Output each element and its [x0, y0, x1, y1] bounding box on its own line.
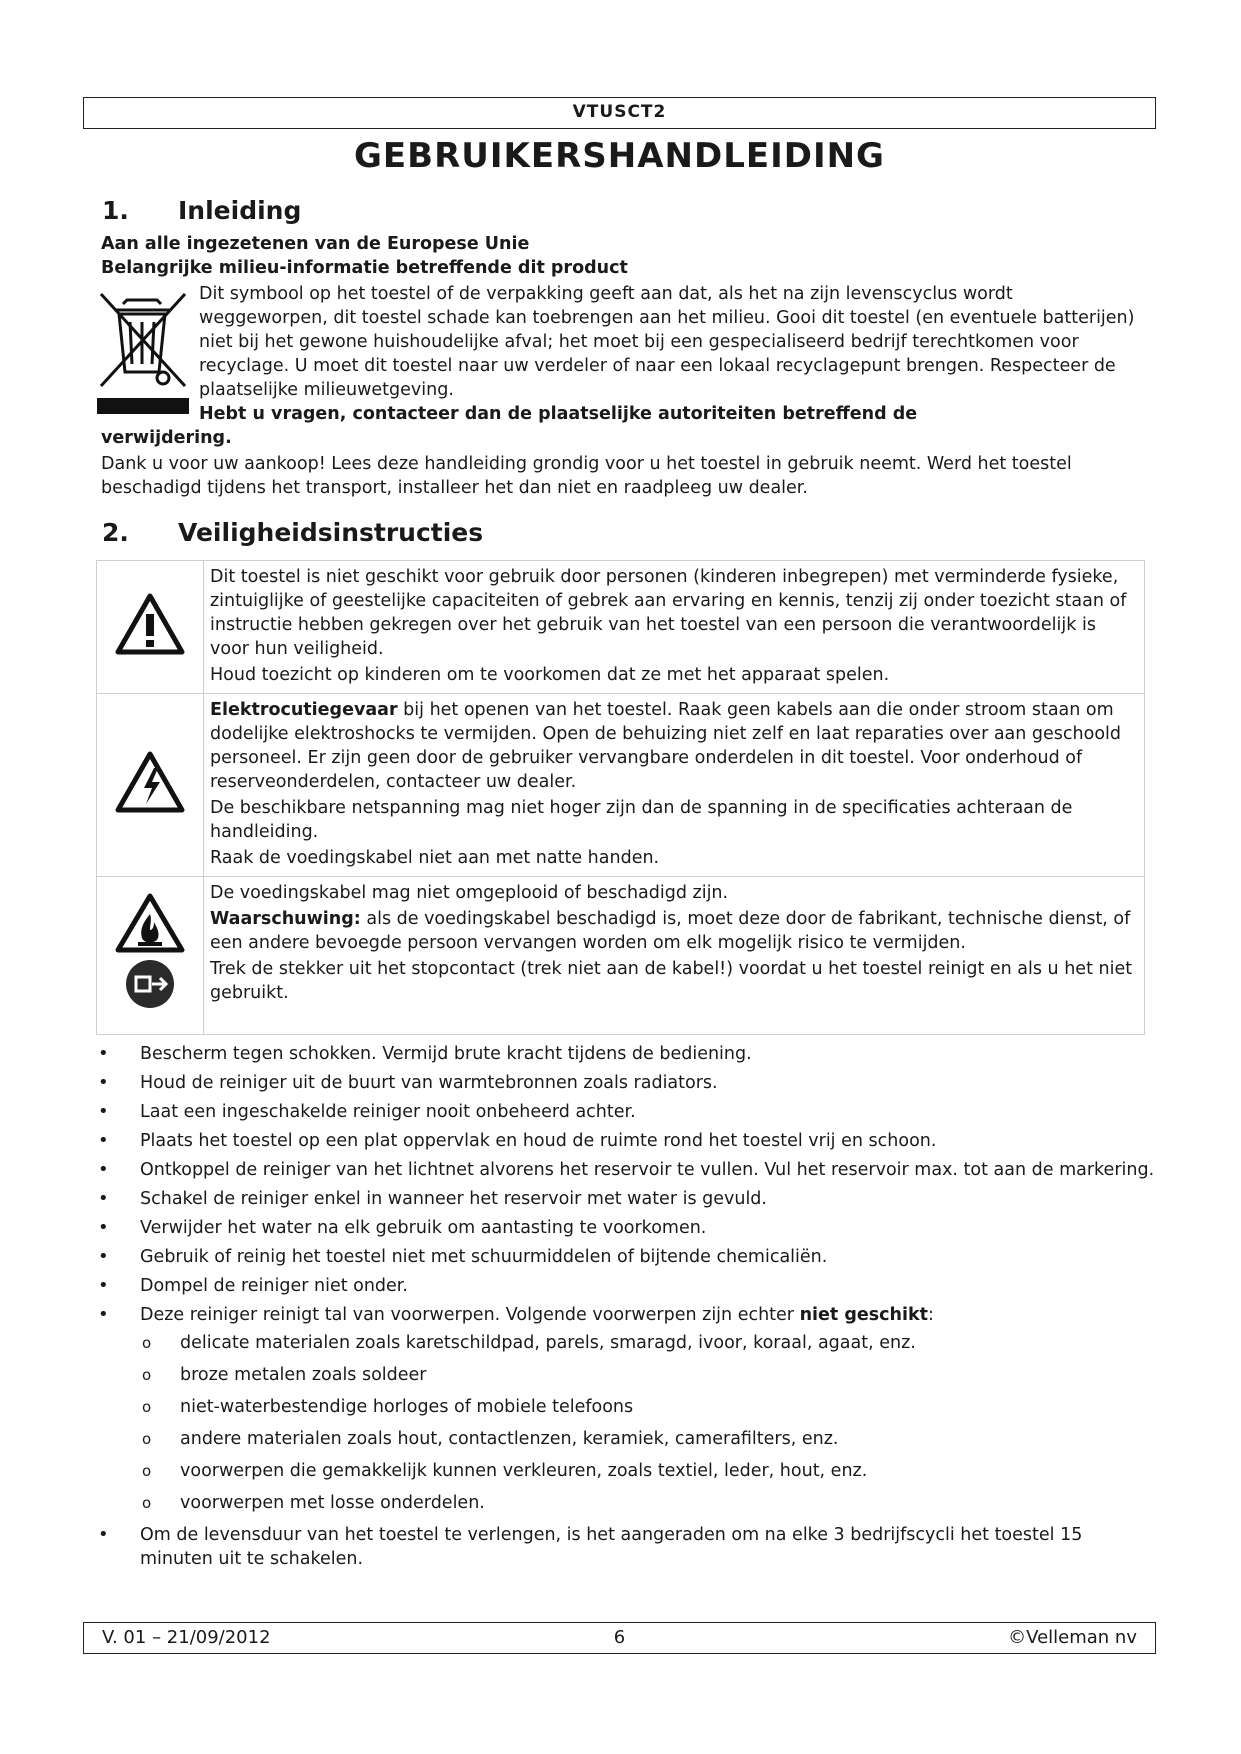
- unplug-paragraph: Trek de stekker uit het stopcontact (trek niet aan de kabel!) voordat u het toestel reinigt en als u het niet gebruikt.: [210, 959, 1133, 1003]
- thank-you-paragraph: Dank u voor uw aankoop! Lees deze handleiding grondig voor u het toestel in gebruik neemt. Werd het toestel beschadigd tijdens het transport, installeer het dan niet en raadpleeg uw dealer.: [101, 454, 1072, 498]
- unsuitable-intro: Deze reiniger reinigt tal van voorwerpen. Volgende voorwerpen zijn echter: [140, 1305, 800, 1325]
- unsuitable-sub-list: [140, 1331, 1156, 1515]
- contact-authorities-line: Hebt u vragen, contacteer dan de plaatselijke autoriteiten betreffend de: [199, 404, 918, 424]
- supervision-paragraph: Dit toestel is niet geschikt voor gebruik door personen (kinderen inbegrepen) met verminderde fysieke, zintuiglijke of geestelijke capaciteiten of gebrek aan ervaring en kennis, tenzij zij onder toezicht staan of instructie hebben gekregen over het gebruik van het toestel van een persoon die verantwoordelijk is voor hun veiligheid.: [210, 567, 1127, 659]
- list-item: • Laat een ingeschakelde reiniger nooit onbeheerd achter.: [96, 1100, 1156, 1124]
- safety-row-general: [97, 561, 1145, 694]
- list-item: • Houd de reiniger uit de buurt van warmtebronnen zoals radiators.: [96, 1071, 1156, 1095]
- list-item: • Verwijder het water na elk gebruik om aantasting te voorkomen.: [96, 1216, 1156, 1240]
- list-item: • Bescherm tegen schokken. Vermijd brute kracht tijdens de bediening.: [96, 1042, 1156, 1066]
- list-item: • Gebruik of reinig het toestel niet met schuurmiddelen of bijtende chemicaliën.: [96, 1245, 1156, 1269]
- environment-info-line: Belangrijke milieu-informatie betreffende dit product: [101, 258, 628, 278]
- list-item: • Om de levensduur van het toestel te verlengen, is het aangeraden om na elke 3 bedrijfscycli het toestel 15 minuten uit te schakelen.: [96, 1523, 1156, 1571]
- voltage-paragraph: De beschikbare netspanning mag niet hoger zijn dan de spanning in de specificaties achteraan de handleiding.: [210, 798, 1073, 842]
- wet-hands-paragraph: Raak de voedingskabel niet aan met natte handen.: [210, 848, 660, 868]
- list-item: • Ontkoppel de reiniger van het lichtnet alvorens het reservoir te vullen. Vul het reservoir max. tot aan de markering.: [96, 1158, 1156, 1182]
- icon-cell: [97, 561, 204, 694]
- cable-text: [204, 877, 1145, 1035]
- weee-text: Dit symbool op het toestel of de verpakking geeft aan dat, als het na zijn levenscyclus wordt weggeworpen, dit toestel schade kan toebrengen aan het milieu. Gooi dit toestel (en eventuele batterijen) niet bij het gewone huishoudelijke afval; het moet bij een gespecialiseerd bedrijf terechtkomen voor recyclage. U moet dit toestel naar uw verdeler of naar een lokaal recyclagepunt brengen. Respecteer de plaatselijke milieuwetgeving.: [199, 284, 1135, 400]
- fire-and-unplug-icons: [114, 892, 186, 1012]
- section-2-title: Veiligheidsinstructies: [178, 518, 484, 547]
- electrocution-paragraph: [210, 698, 1138, 794]
- section-1-title: Inleiding: [178, 196, 302, 225]
- children-paragraph: Houd toezicht op kinderen om te voorkomen dat ze met het apparaat spelen.: [210, 665, 890, 685]
- section-1-heading: [102, 196, 301, 225]
- page-title: GEBRUIKERSHANDLEIDING: [354, 136, 885, 176]
- safety-bullet-list: [96, 1042, 1156, 1576]
- sub-list-item: o broze metalen zoals soldeer: [140, 1363, 1156, 1387]
- model-header: [83, 97, 1156, 129]
- unsuitable-label: niet geschikt: [799, 1305, 929, 1325]
- warning-label: Waarschuwing:: [210, 909, 361, 929]
- sub-list-item: o niet-waterbestendige horloges of mobiele telefoons: [140, 1395, 1156, 1419]
- section-2-heading: [102, 518, 483, 547]
- list-item: • Dompel de reiniger niet onder.: [96, 1274, 1156, 1298]
- sub-list-item: o voorwerpen die gemakkelijk kunnen verkleuren, zoals textiel, leder, hout, enz.: [140, 1459, 1156, 1483]
- weee-crossed-bin-icon: [97, 286, 189, 416]
- page-number: 6: [613, 1627, 626, 1648]
- sub-list-item: o andere materialen zoals hout, contactlenzen, keramiek, camerafilters, enz.: [140, 1427, 1156, 1451]
- safety-table: [96, 560, 1145, 1035]
- electrocution-body: bij het openen van het toestel. Raak geen kabels aan die onder stroom staan om dodelijke elektroshocks te vermijden. Open de behuizing niet zelf en laat reparaties over aan geschoold personeel. Er zijn geen door de gebruiker vervangbare onderdelen in dit toestel. Voor onderhoud of reserveonderdelen, contacteer uw dealer.: [210, 700, 1122, 792]
- version-date: V. 01 – 21/09/2012: [102, 1627, 271, 1648]
- section-1-number: 1.: [102, 196, 129, 225]
- safety-row-cable: [97, 877, 1145, 1035]
- warning-paragraph: [210, 907, 1138, 955]
- page-footer: [83, 1622, 1156, 1654]
- list-item: • Schakel de reiniger enkel in wanneer het reservoir met water is gevuld.: [96, 1187, 1156, 1211]
- warning-body: als de voedingskabel beschadigd is, moet deze door de fabrikant, technische dienst, of een andere bevoegde persoon vervangen worden om elk mogelijk risico te vermijden.: [210, 909, 1131, 953]
- eu-residents-line: Aan alle ingezetenen van de Europese Unie: [101, 234, 530, 254]
- electrocution-text: [204, 694, 1145, 877]
- general-safety-text: [204, 561, 1145, 694]
- warning-triangle-icon: [114, 592, 186, 656]
- sub-list-item: o voorwerpen met losse onderdelen.: [140, 1491, 1156, 1515]
- electrocution-label: Elektrocutiegevaar: [210, 700, 398, 720]
- unsuitable-colon: :: [928, 1305, 934, 1325]
- disposal-line: verwijdering.: [101, 428, 232, 448]
- section-2-number: 2.: [102, 518, 129, 547]
- safety-row-electrocution: [97, 694, 1145, 877]
- cable-paragraph: De voedingskabel mag niet omgeplooid of beschadigd zijn.: [210, 883, 729, 903]
- list-item: • Plaats het toestel op een plat oppervlak en houd de ruimte rond het toestel vrij en schoon.: [96, 1129, 1156, 1153]
- icon-cell: [97, 694, 204, 877]
- copyright: ©Velleman nv: [1008, 1627, 1137, 1648]
- icon-cell: [97, 877, 204, 1035]
- model-name: VTUSCT2: [572, 102, 667, 122]
- list-item-unsuitable: [96, 1303, 1156, 1515]
- high-voltage-icon: [114, 750, 186, 814]
- sub-list-item: o delicate materialen zoals karetschildpad, parels, smaragd, ivoor, koraal, agaat, enz.: [140, 1331, 1156, 1355]
